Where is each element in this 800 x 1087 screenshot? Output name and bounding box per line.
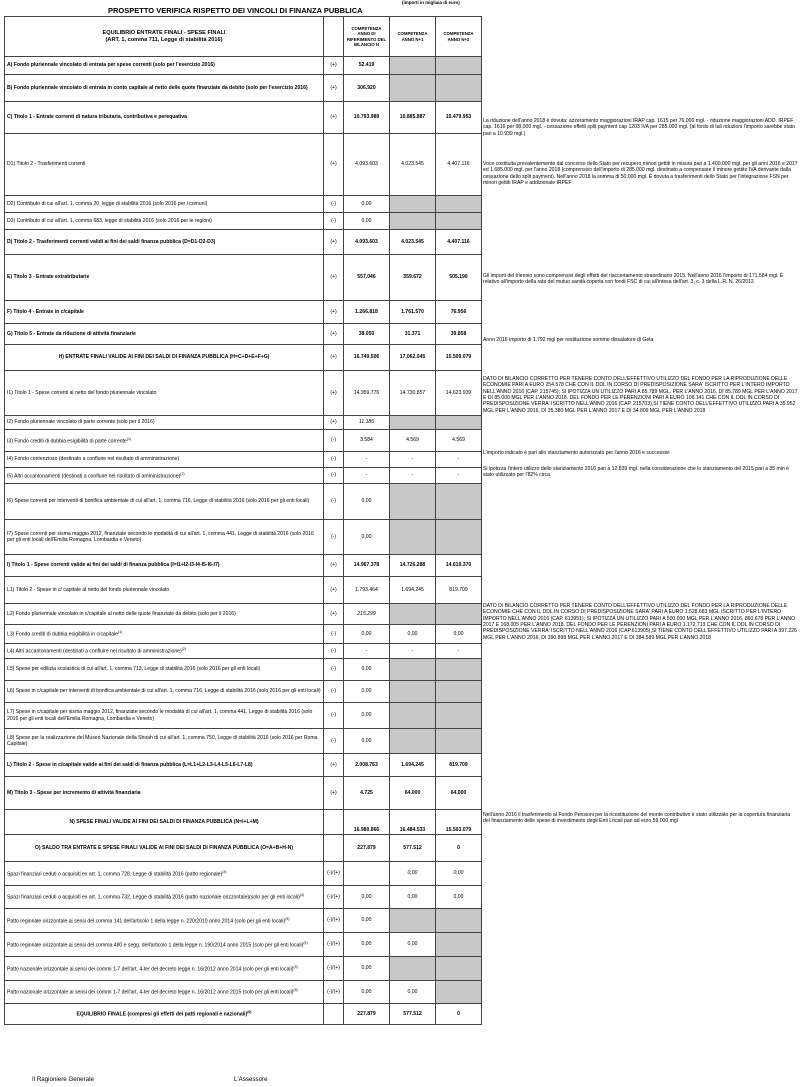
row-value-n2: 505.196: [436, 255, 482, 301]
row-sign: (-): [324, 484, 344, 520]
row-label: [5, 625, 324, 644]
row-value-n1: -: [390, 452, 436, 468]
row-label: [5, 430, 324, 452]
footnote-ref: (6): [247, 1010, 252, 1015]
note-extratributarie: Gli importi del triennio sono comprensivi degli effetti del riaccertamento straordinario 2015. Nell'anno 2016 l'importo di 171.584 mgl. È relativo all'importo della rata del mutuo sanità coperta con fondi FSC di cui all'intesa dell'art. 3, c. 3 della L.R. N. 26/2012.: [483, 273, 784, 286]
row-value-n1: 0,00: [390, 886, 436, 909]
row-sign: (+): [324, 416, 344, 430]
row-value-n: 1.793.464: [344, 577, 390, 604]
row-sign: (-): [324, 430, 344, 452]
table-row: [5, 371, 482, 416]
row-value-n2: 4.407.116: [436, 230, 482, 255]
row-value-n1: -: [390, 468, 436, 484]
row-label-text: M) Titolo 3 - Spese per incremento di attività finanziaria: [7, 789, 141, 796]
row-label-text: L5) Spese per edilizia scolastica di cui all'art. 1, comma 713, Legge di stabilità 2016 (solo 2016 per gli enti locali): [7, 666, 261, 673]
row-value-n: 3.584: [344, 430, 390, 452]
row-value-n: 4.093.603: [344, 134, 390, 196]
row-sign: (+): [324, 577, 344, 604]
footnote-ref: (5): [303, 940, 308, 945]
row-value-n1: 577.512: [390, 1004, 436, 1025]
row-value-n2: [436, 909, 482, 933]
row-label-text: I1) Titolo 1 - Spese correnti al netto del fondo pluriennale vincolato: [7, 389, 157, 396]
row-value-n1: [390, 520, 436, 555]
signature-assessore: L'Assessore: [234, 1076, 268, 1083]
row-sign: (+): [324, 134, 344, 196]
table-row: [5, 604, 482, 625]
row-label-text: L7) Spese in c/capitale per sisma maggio 2012, finanziate secondo le modalità di cui all'art. 1, comma 441, Legge di stabilità 2016 (solo 2016 per gli enti locali dell'Emilia Romagna, Lombardia e Veneto): [7, 709, 313, 722]
row-label-text: G) Titolo 5 - Entrate da riduzione di attività finanziarie: [7, 330, 136, 337]
row-value-n1: 4.569: [390, 430, 436, 452]
row-label: [5, 416, 324, 430]
table-row: [5, 1004, 482, 1025]
note-contenzioso: Si ipotizza l'intero utilizzo dello stanziamento 2016 pari a 12.839 mgl. nella considerazione che lo stanziamento del 2015 pari a 35 mln è stato utilizzato per l'82% circa.: [483, 466, 789, 479]
table-row: [5, 810, 482, 835]
table-row: [5, 430, 482, 452]
row-sign: (+): [324, 345, 344, 371]
row-value-n: 0,00: [344, 886, 390, 909]
table-row: [5, 862, 482, 886]
row-label-text: N) SPESE FINALI VALIDE AI FINI DEI SALDI DI FINANZA PUBBLICA (N=I+L+M): [69, 818, 259, 825]
row-label: [5, 324, 324, 345]
table-row: [5, 625, 482, 644]
row-value-n1: [390, 703, 436, 729]
table-row: [5, 230, 482, 255]
row-label-text: L4) Altri accantonamenti (destinati a confluire nel risultato di amministrazione): [7, 648, 182, 655]
row-sign: (-): [324, 520, 344, 555]
row-label: [5, 452, 324, 468]
balance-table: [4, 16, 482, 1025]
note-fcde: L'importo indicato è pari allo stanziamento autorizzato per l'anno 2016 e successivi: [483, 450, 670, 456]
row-value-n: 0,00: [344, 703, 390, 729]
row-value-n: 0,00: [344, 933, 390, 957]
row-value-n1: [390, 57, 436, 75]
row-value-n2: [436, 520, 482, 555]
row-label-text: L3) Fondo crediti di dubbia esigibilità in c/capitale: [7, 631, 118, 638]
row-value-n2: [436, 933, 482, 957]
row-label: [5, 468, 324, 484]
row-label-text: I6) Spese correnti per interventi di bonifica ambientale di cui all'art. 1, comma 716, Legge di stabilità 2016 (solo 2016 per gli enti locali): [7, 498, 310, 505]
table-row: [5, 255, 482, 301]
row-sign: (-): [324, 452, 344, 468]
note-trasferimenti: Voce costituita prevalentemente dal concorso dello Stato per recupero minori gettiti in misura pari a 1.400.000 mgl. per gli anni 2016 e 2017 ed 1.685.000 mgl. per l'anno 2018 (comprensivo dell'importo di 285.000 mgl. destinato a compensare il minore gettito IVA derivante dalla cessazione dello split payment). Nell'anno 2018 la somma di 50.000 mgl. È dovuta a trasferimenti dello Stato per l'integrazione FSN per minori gettiti IRAP e addizionale IRPEF: [483, 161, 798, 187]
row-value-n: 557.046: [344, 255, 390, 301]
row-value-n: 227.879: [344, 1004, 390, 1025]
row-label: [5, 520, 324, 555]
row-value-n: 0,00: [344, 981, 390, 1004]
row-value-n1: [390, 729, 436, 754]
row-sign: (+): [324, 301, 344, 324]
row-label: [5, 777, 324, 810]
row-value-n: -: [344, 644, 390, 659]
row-label-text: E) Titolo 3 - Entrate extratributarie: [7, 274, 90, 281]
row-value-n2: 4.569: [436, 430, 482, 452]
row-value-n1: [390, 75, 436, 102]
row-value-n2: 0,00: [436, 886, 482, 909]
row-label: [5, 255, 324, 301]
table-row: [5, 933, 482, 957]
row-label: [5, 577, 324, 604]
header-col-n1: COMPETENZA ANNO N+1: [390, 17, 436, 57]
row-value-n2: 0,00: [436, 625, 482, 644]
row-label-text: Spazi finanziari ceduti o acquisiti ex art. 1, comma 728, Legge di stabilità 2016 (patto regionale): [7, 871, 223, 878]
note-entrate-tributarie: La riduzione dell'anno 2018 è dovuta: azzeramento maggiorazioni IRAP cap. 1615 per 76.000 mgl. - riduzione maggiorazioni ADD. IRPEF cap. 1616 per 98.000 mgl. - cessazione effetti split payment cap 1203 IVA per 285.000 mgl. (al fordo di tali riduzioni l'importo sarebbe stato pari a 10.939 mgl.): [483, 118, 795, 137]
row-sign: (+): [324, 230, 344, 255]
table-row: [5, 703, 482, 729]
row-label: [5, 345, 324, 371]
row-value-n1: 0,00: [390, 981, 436, 1004]
row-value-n: 16.749.506: [344, 345, 390, 371]
row-label: [5, 862, 324, 886]
row-sign: [324, 835, 344, 862]
row-value-n1: 31.371: [390, 324, 436, 345]
row-sign: (+): [324, 255, 344, 301]
row-sign: (+): [324, 102, 344, 134]
row-label-text: Patto regionale orizzontale ai sensi del comma 480 e segg. dell'articolo 1 della legge n. 190/2014 anno 2015 (solo per gli enti locali): [7, 942, 304, 949]
table-row: [5, 644, 482, 659]
table-row: [5, 909, 482, 933]
row-sign: (-): [324, 196, 344, 213]
row-value-n1: [390, 484, 436, 520]
row-sign: (-)/(+): [324, 886, 344, 909]
row-value-n2: [436, 981, 482, 1004]
row-value-n: 0,00: [344, 520, 390, 555]
row-value-n: 52.419: [344, 57, 390, 75]
row-label: [5, 644, 324, 659]
row-label-text: D2) Contributo di cui all'art. 1, comma 20, legge di stabilità 2016 (solo 2016 per i comuni): [7, 200, 208, 207]
row-value-n1: 0,00: [390, 625, 436, 644]
row-label: [5, 604, 324, 625]
row-sign: [324, 810, 344, 835]
table-row: [5, 555, 482, 577]
row-value-n: 1.266.818: [344, 301, 390, 324]
row-label-text: L2) Fondo pluriennale vincolato in c/capitale al netto delle quote finanziate da debito (solo per il 2016): [7, 610, 236, 617]
row-label-text: C) Titolo 1 - Entrate correnti di natura tributaria, contributiva e perequativa: [7, 114, 187, 121]
row-value-n2: [436, 703, 482, 729]
row-sign: (-)/(+): [324, 957, 344, 981]
row-sign: (-): [324, 659, 344, 681]
row-value-n2: [436, 213, 482, 230]
row-value-n1: 1.694.245: [390, 754, 436, 777]
row-label-text: L) Titolo 2 - Spese in c/capitale valide ai fini dei saldi di finanza pubblica (L=L1+L2-L3-L4-L5-L6-L7-L8): [7, 761, 253, 768]
row-label-text: I7) Spese correnti per sisma maggio 2012, finanziate secondo le modalità di cui all'art. 1, comma 441, Legge di stabilità 2016 (solo 2016 per gli enti locali dell'Emilia Romagna, Lombardia e Veneto): [7, 530, 314, 543]
row-label: [5, 1004, 324, 1025]
row-value-n2: 15.509.079: [436, 345, 482, 371]
row-value-n: -: [344, 452, 390, 468]
row-value-n1: 16.484.533: [390, 810, 436, 835]
header-col-n: COMPETENZA ANNO DI RIFERIMENTO DEL BILANCIO N: [344, 17, 390, 57]
table-row: [5, 196, 482, 213]
table-row: [5, 213, 482, 230]
row-value-n: 306.920: [344, 75, 390, 102]
row-value-n: -: [344, 468, 390, 484]
row-value-n1: 577.512: [390, 835, 436, 862]
row-value-n: 14.959.776: [344, 371, 390, 416]
row-label-text: F) Titolo 4 - Entrate in c/capitale: [7, 308, 84, 315]
row-label: [5, 957, 324, 981]
row-value-n2: -: [436, 644, 482, 659]
row-label: [5, 933, 324, 957]
row-value-n: 38.050: [344, 324, 390, 345]
table-row: [5, 102, 482, 134]
row-label: [5, 134, 324, 196]
row-value-n2: [436, 604, 482, 625]
table-row: [5, 777, 482, 810]
row-sign: (-): [324, 468, 344, 484]
row-label: [5, 681, 324, 703]
table-row: [5, 468, 482, 484]
row-value-n1: 0,00: [390, 862, 436, 886]
header-main: EQUILIBRIO ENTRATE FINALI - SPESE FINALI (ART. 1, comma 711, Legge di stabilità 2016): [5, 17, 324, 57]
row-value-n2: 819.709: [436, 754, 482, 777]
row-value-n1: [390, 957, 436, 981]
row-value-n: 4.725: [344, 777, 390, 810]
row-value-n: 10.793.989: [344, 102, 390, 134]
row-value-n1: [390, 416, 436, 430]
row-sign: (-): [324, 644, 344, 659]
table-row: [5, 520, 482, 555]
row-value-n1: 14.726.288: [390, 555, 436, 577]
signature-ragioniere: Il Ragioniere Generale: [32, 1076, 94, 1083]
page-title: PROSPETTO VERIFICA RISPETTO DEI VINCOLI DI FINANZA PUBBLICA: [108, 6, 363, 15]
row-sign: [324, 1004, 344, 1025]
row-value-n1: 64.000: [390, 777, 436, 810]
row-value-n2: 15.503.079: [436, 810, 482, 835]
row-value-n: 0,00: [344, 196, 390, 213]
footnote-ref: (2): [181, 647, 186, 652]
table-row: [5, 75, 482, 102]
row-label-text: I5) Altri accantonamenti (destinati a confluire nel risultato di amministrazione): [7, 473, 181, 480]
table-row: [5, 484, 482, 520]
row-label-text: D) Titolo 2 - Trasferimenti correnti validi ai fini dei saldi finanza pubblica (D=D1-D2-D3): [7, 238, 216, 245]
row-label-text: D3) Contributo di cui all'art. 1, comma 683, legge di stabilità 2016 (solo 2016 per le regioni): [7, 217, 212, 224]
row-label-text: Patto nazionale orizzontale ai sensi dei commi 1-7 dell'art. 4-ter del decreto legge n. 16/2012 anno 2014 (solo per gli enti locali): [7, 966, 294, 973]
row-sign: (+): [324, 754, 344, 777]
header-col-n2: COMPETENZA ANNO N+2: [436, 17, 482, 57]
row-sign: (-): [324, 681, 344, 703]
row-sign: (-): [324, 625, 344, 644]
row-label-text: Patto regionale orizzontale ai sensi del comma 141 dell'articolo 1 della legge n. 220/2010 anno 2014 (solo per gli enti locali): [7, 918, 286, 925]
row-value-n2: 14.623.939: [436, 371, 482, 416]
table-row: [5, 681, 482, 703]
row-sign: (+): [324, 777, 344, 810]
row-value-n2: [436, 196, 482, 213]
row-label: [5, 729, 324, 754]
row-value-n2: [436, 57, 482, 75]
row-label: [5, 301, 324, 324]
row-label: [5, 213, 324, 230]
header-sign: [324, 17, 344, 57]
table-row: [5, 57, 482, 75]
row-value-n1: 1.694.245: [390, 577, 436, 604]
row-label-text: I3) Fondo crediti di dubbia esigibilità di parte corrente: [7, 438, 127, 445]
row-value-n: [344, 862, 390, 886]
row-label-text: L8) Spese per la realizzazione del Museo Nazionale della Shoah di cui all'art. 1, comma 750, Legge di stabilità 2016 (solo 2016 per Roma Capitale): [7, 734, 318, 747]
row-sign: (-)/(+): [324, 862, 344, 886]
row-value-n2: 0: [436, 1004, 482, 1025]
table-row: [5, 981, 482, 1004]
table-row: [5, 416, 482, 430]
row-sign: (+): [324, 75, 344, 102]
row-sign: (-): [324, 729, 344, 754]
row-value-n1: [390, 909, 436, 933]
row-value-n: 215.299: [344, 604, 390, 625]
footnote-ref: (5): [285, 916, 290, 921]
footnote-ref: (3): [222, 869, 227, 874]
row-label-text: L6) Spese in c/capitale per interventi di bonifica ambientale di cui all'art. 1, comma 716, Legge di stabilità 2016 (solo 2016 per gli enti locali): [7, 688, 321, 695]
row-value-n: 0,00: [344, 625, 390, 644]
table-row: [5, 729, 482, 754]
table-row: [5, 659, 482, 681]
row-label: [5, 659, 324, 681]
row-value-n2: 0,00: [436, 862, 482, 886]
row-label: [5, 102, 324, 134]
row-value-n1: 1.761.570: [390, 301, 436, 324]
row-value-n: 4.093.603: [344, 230, 390, 255]
row-value-n1: [390, 604, 436, 625]
row-label-text: I4) Fondo contenzioso (destinato a confluire nel risultato di amministrazione): [7, 456, 180, 463]
row-value-n1: [390, 659, 436, 681]
table-row: [5, 754, 482, 777]
row-label-text: Spazi finanziari ceduti o acquisiti ex art. 1, comma 732, Legge di stabilità 2016 (patto nazionale orizzontale)(solo per gli enti locali): [7, 894, 300, 901]
row-sign: (-): [324, 703, 344, 729]
footnote-ref: (1): [118, 630, 123, 635]
row-value-n2: 64.000: [436, 777, 482, 810]
row-sign: (+): [324, 604, 344, 625]
table-header-row: [5, 17, 482, 57]
table-row: [5, 577, 482, 604]
row-sign: (+): [324, 324, 344, 345]
row-label: [5, 886, 324, 909]
footnote-ref: (2): [180, 471, 185, 476]
row-sign: (-)/(+): [324, 909, 344, 933]
row-label: [5, 835, 324, 862]
note-attivita-finanziaria: Nell'anno 2016 il trasferimento al Fondo Pensioni per la ricostituzione del monte contributivo è stato utilizzato per la copertura finanziaria del finanziamento delle spese di investimento degli Enti Locali pari ad euro 59.000 mgl: [483, 812, 791, 825]
row-label: [5, 484, 324, 520]
row-sign: (-): [324, 213, 344, 230]
row-label-text: H) ENTRATE FINALI VALIDE AI FINI DEI SALDI DI FINANZA PUBBLICA (H=C+D+E+F+G): [58, 354, 270, 361]
footnote-ref: (5): [293, 988, 298, 993]
row-label: [5, 909, 324, 933]
row-value-n: 0,00: [344, 484, 390, 520]
table-row: [5, 835, 482, 862]
row-value-n1: 4.023.545: [390, 134, 436, 196]
row-value-n2: 76.956: [436, 301, 482, 324]
row-value-n1: -: [390, 644, 436, 659]
row-value-n: 0,00: [344, 957, 390, 981]
row-value-n1: 4.023.545: [390, 230, 436, 255]
table-row: [5, 957, 482, 981]
row-value-n2: [436, 416, 482, 430]
row-value-n2: [436, 681, 482, 703]
footnote-ref: (4): [299, 893, 305, 898]
row-value-n2: [436, 659, 482, 681]
row-label: [5, 555, 324, 577]
row-value-n: 0,00: [344, 729, 390, 754]
row-value-n1: [390, 213, 436, 230]
row-value-n1: 359.672: [390, 255, 436, 301]
row-sign: (-)/(+): [324, 933, 344, 957]
table-row: [5, 134, 482, 196]
row-value-n: 2.008.763: [344, 754, 390, 777]
row-sign: (+): [324, 57, 344, 75]
row-sign: (+): [324, 555, 344, 577]
row-label: [5, 57, 324, 75]
row-value-n2: -: [436, 468, 482, 484]
row-value-n1: 14.730.857: [390, 371, 436, 416]
table-row: [5, 452, 482, 468]
row-value-n: 0,00: [344, 659, 390, 681]
note-spese-capitale: DATO DI BILANCIO CORRETTO PER TENERE CONTO DELL'EFFETTIVO UTILIZZO DEL FONDO PER LA RIPRODUZIONE DELLE ECONOMIE CHE CON IL DDL IN CORSO DI PREDISPOSIZIONE SARA' PARI A EURO 1.528.683 MGL ISCRITTO PER L'INTERO IMPORTO NELL'ANNO 2016 (CAP. 613951); SI IPOTIZZA UN UTILIZZO PARI A 500.000 MGL PER L'ANNO 2016, 860.678 PER L'ANNO 2017 E 168.005 PER L'ANNO 2018. DEL FONDO PER LE PERENZIONI PARI A EURO 1.172.713 CHE CON IL DDL IN CORSO DI PREDISPOSIZIONE VERRA' ISCRITTO NELL'ANNO 2016 (CAP.613905),SI TIENE CONTO DELL'EFFETTIVO UTILIZZO PARI A 397.226 MGL PER L'ANNO 2016, DI 390.898 MGL PER L'ANNO 2017 E DI 384.589 MGL PER L'ANNO 2018: [483, 603, 797, 641]
row-value-n2: 10.479.953: [436, 102, 482, 134]
row-label: [5, 196, 324, 213]
row-value-n1: [390, 681, 436, 703]
note-spese-correnti: DATO DI BILANCIO CORRETTO PER TENERE CONTO DELL'EFFETTIVO UTILIZZO DEL FONDO PER LA RIPRODUZIONE DELLE ECONOMIE PARI A EURO 254.578 CHE CON IL DDL IN CORSO DI PREDISPOSIZIONE SARA' ISCRITTO PER L'INTERO IMPORTO NELL'ANNO 2016 (CAP. 215745); SI IPOTIZZA UN UTILIZZO PARI A 85.789 MGL. PER L'ANNO 2016, DI 85.789 MGL PER L'ANNO 2017 E DI 85.000 MGL PER L'ANNO 2018. DEL FONDO PER LE PERENZIONI PARI A EURO 106.141 CHE CON IL DDL IN CORSO DI PREDISPOSIZIONE VERRA' ISCRITTO NELL'ANNO 2016 (CAP. 215703),SI TIENE CONTO DELL'EFFETTIVO UTILIZZO PARI A 35.952 MGL PER L'ANNO 2016, DI 35.380 MGL PER L'ANNO 2017 E DI 34.809 MGL PER L'ANNO 2018: [483, 376, 798, 414]
row-label-text: I) Titolo 1 - Spese correnti valide ai fini dei saldi di finanza pubblica (I=I1+I2-I3-I4-I5-I6-I7): [7, 562, 220, 569]
row-label-text: D1) Titolo 2 - Trasferimenti correnti: [7, 161, 86, 168]
table-row: [5, 301, 482, 324]
row-label-text: O) SALDO TRA ENTRATE E SPESE FINALI VALIDE AI FINI DEI SALDI DI FINANZA PUBBLICA (O=A+B+H-N): [34, 844, 294, 851]
row-value-n2: [436, 729, 482, 754]
row-value-n2: [436, 484, 482, 520]
row-value-n: 14.967.378: [344, 555, 390, 577]
row-value-n2: 819.709: [436, 577, 482, 604]
note-riduzione-attivita: Anno 2016 importo di 1.792 mgl per restituzione somme dissalatore di Gela: [483, 337, 654, 343]
row-value-n2: [436, 75, 482, 102]
row-value-n: 0,00: [344, 681, 390, 703]
row-value-n2: [436, 957, 482, 981]
row-value-n2: 14.619.370: [436, 555, 482, 577]
row-value-n1: 10.885.887: [390, 102, 436, 134]
row-value-n: 0,00: [344, 213, 390, 230]
row-value-n: 16.980.866: [344, 810, 390, 835]
units-note: (importi in migliaia di euro): [402, 0, 460, 5]
row-value-n: 227.879: [344, 835, 390, 862]
row-label: [5, 371, 324, 416]
row-label: [5, 703, 324, 729]
row-value-n2: -: [436, 452, 482, 468]
row-label-text: Patto nazionale orizzontale ai sensi dei commi 1-7 dell'art. 4-ter del decreto legge n. 16/2012 anno 2015 (solo per gli enti locali): [7, 989, 294, 996]
row-label-text: I2) Fondo pluriennale vincolato di parte corrente (solo per il 2016): [7, 419, 155, 426]
footnote-ref: (5): [293, 964, 298, 969]
row-label: [5, 75, 324, 102]
row-value-n: 11.186: [344, 416, 390, 430]
row-label: [5, 810, 324, 835]
row-label: [5, 754, 324, 777]
row-value-n1: 17.062.045: [390, 345, 436, 371]
row-sign: (-)/(+): [324, 981, 344, 1004]
footnote-ref: (1): [126, 436, 132, 441]
row-value-n1: [390, 196, 436, 213]
row-value-n2: 0: [436, 835, 482, 862]
row-label-text: B) Fondo pluriennale vincolato di entrata in conto capitale al netto delle quote finanziate da debito (solo per l'esercizio 2016): [7, 84, 308, 91]
row-label: [5, 230, 324, 255]
row-value-n1: 0,00: [390, 933, 436, 957]
table-row: [5, 886, 482, 909]
row-label-text: L1) Titolo 2 - Spese in c/ capitale al netto del fondo pluriennale vincolato: [7, 586, 170, 593]
row-value-n: 0,00: [344, 909, 390, 933]
row-value-n2: 4.407.116: [436, 134, 482, 196]
row-label-text: A) Fondo pluriennale vincolato di entrata per spese correnti (solo per l'esercizio 2016): [7, 62, 215, 69]
row-label-text: EQUILIBRIO FINALE (compresi gli effetti dei patti regionali e nazionali): [76, 1011, 248, 1018]
row-value-n2: 39.858: [436, 324, 482, 345]
table-row: [5, 324, 482, 345]
row-label: [5, 981, 324, 1004]
table-row: [5, 345, 482, 371]
row-sign: (+): [324, 371, 344, 416]
